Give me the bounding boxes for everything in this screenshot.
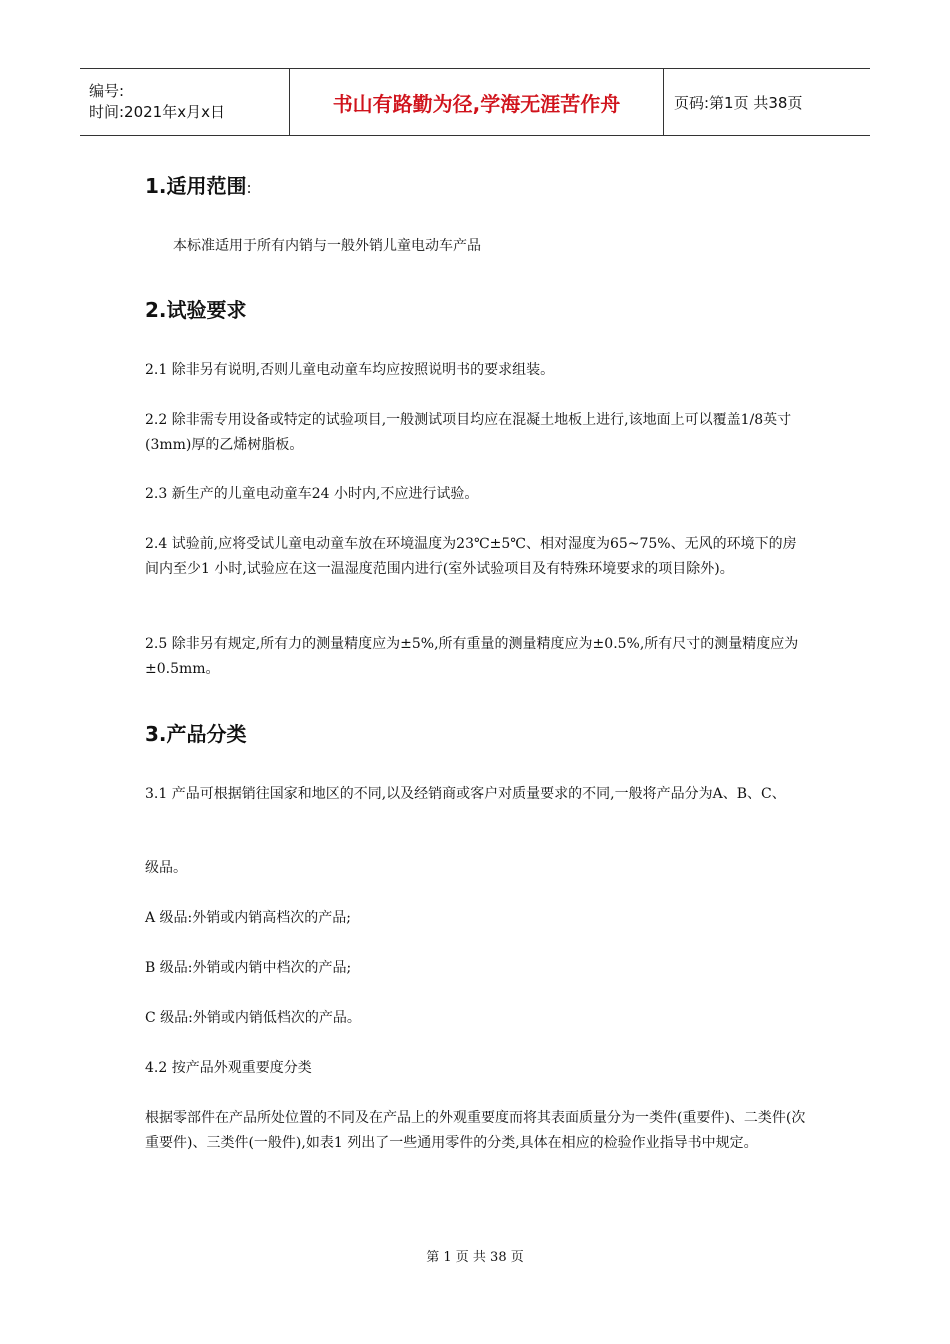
paragraph-3-1-continued: 级品。 xyxy=(145,860,187,876)
page-footer: 第 1 页 共 38 页 xyxy=(426,1250,524,1265)
paragraph-3-1: 3.1 产品可根据销往国家和地区的不同,以及经销商或客户对质量要求的不同,一般将产品分为A、B、C、 xyxy=(145,786,786,802)
paragraph-4-2-body: 根据零部件在产品所处位置的不同及在产品上的外观重要度而将其表面质量分为一类件(重要件)、二类件(次重要件)、三类件(一般件),如表1 列出了一些通用零件的分类,具体在相应的检验作业指导书中规定。 xyxy=(145,1110,806,1151)
section-1-colon: : xyxy=(246,179,252,197)
paragraph-2-5: 2.5 除非另有规定,所有力的测量精度应为±5%,所有重量的测量精度应为±0.5%,所有尺寸的测量精度应为±0.5mm。 xyxy=(145,636,799,677)
paragraph-2-2: 2.2 除非需专用设备或特定的试验项目,一般测试项目均应在混凝土地板上进行,该地面上可以覆盖1/8英寸(3mm)厚的乙烯树脂板。 xyxy=(145,412,792,453)
grade-c-item: C 级品:外销或内销低档次的产品。 xyxy=(145,1010,361,1026)
header-motto: 书山有路勤为径,学海无涯苦作舟 xyxy=(290,69,664,136)
number-label: 编号: xyxy=(89,82,125,100)
grade-a-item: A 级品:外销或内销高档次的产品; xyxy=(145,910,351,926)
section-1-body: 本标准适用于所有内销与一般外销儿童电动车产品 xyxy=(173,238,481,254)
section-2-title: 2.试验要求 xyxy=(145,298,247,322)
paragraph-4-2: 4.2 按产品外观重要度分类 xyxy=(145,1060,312,1076)
section-1-title-text: 1.适用范围 xyxy=(145,174,247,198)
grade-b-item: B 级品:外销或内销中档次的产品; xyxy=(145,960,352,976)
section-3-title: 3.产品分类 xyxy=(145,722,247,746)
date-label: 时间:2021年x月x日 xyxy=(89,103,225,121)
header-table xyxy=(80,68,870,136)
paragraph-2-4: 2.4 试验前,应将受试儿童电动童车放在环境温度为23℃±5℃、相对湿度为65~75%、无风的环境下的房间内至少1 小时,试验应在这一温湿度范围内进行(室外试验项目及有特殊环境要求的项目除外)。 xyxy=(145,536,797,577)
header-page-info: 页码:第1页 共38页 xyxy=(674,93,803,112)
header-left-cell xyxy=(80,69,290,136)
paragraph-2-1: 2.1 除非另有说明,否则儿童电动童车均应按照说明书的要求组装。 xyxy=(145,362,555,378)
section-1-title xyxy=(145,170,252,199)
paragraph-2-3: 2.3 新生产的儿童电动童车24 小时内,不应进行试验。 xyxy=(145,486,479,502)
